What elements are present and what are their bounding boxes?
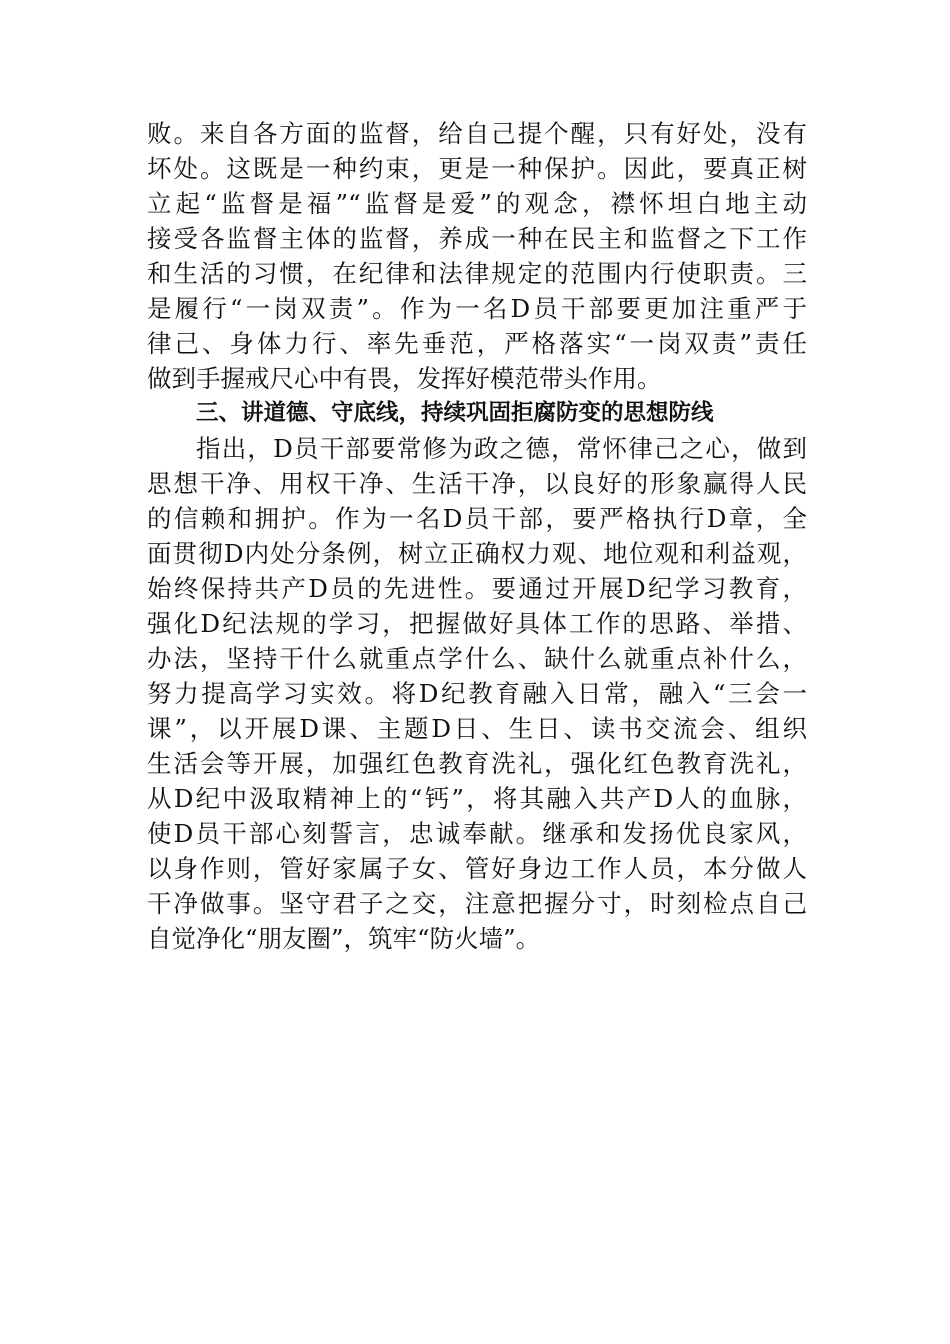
text-line: 律己、身体力行、率先垂范，严格落实“一岗双责”责任 xyxy=(147,329,807,358)
text-line: 从D纪中汲取精神上的“钙”，将其融入共产D人的血脉， xyxy=(147,784,807,813)
text-line: 以身作则，管好家属子女、管好身边工作人员，本分做人 xyxy=(147,854,807,883)
text-line: 立起“监督是福”“监督是爱”的观念，襟怀坦白地主动 xyxy=(147,189,807,218)
text-line: 思想干净、用权干净、生活干净，以良好的形象赢得人民 xyxy=(147,469,807,498)
text-line: 使D员干部心刻誓言，忠诚奉献。继承和发扬优良家风， xyxy=(147,819,807,848)
text-line: 办法，坚持干什么就重点学什么、缺什么就重点补什么， xyxy=(147,644,807,673)
text-line: 面贯彻D内处分条例，树立正确权力观、地位观和利益观， xyxy=(147,539,807,568)
text-line: 干净做事。坚守君子之交，注意把握分寸，时刻检点自己 xyxy=(147,889,807,918)
text-line: 生活会等开展，加强红色教育洗礼，强化红色教育洗礼， xyxy=(147,749,807,778)
text-line: 的信赖和拥护。作为一名D员干部，要严格执行D章，全 xyxy=(147,504,807,533)
document-body xyxy=(147,116,807,956)
text-line: 接受各监督主体的监督，养成一种在民主和监督之下工作 xyxy=(147,224,807,253)
text-line: 败。来自各方面的监督，给自己提个醒，只有好处，没有 xyxy=(147,119,807,148)
section-heading: 三、讲道德、守底线，持续巩固拒腐防变的思想防线 xyxy=(196,400,714,426)
text-line: 是履行“一岗双责”。作为一名D员干部要更加注重严于 xyxy=(147,294,807,323)
text-line: 始终保持共产D员的先进性。要通过开展D纪学习教育， xyxy=(147,574,807,603)
text-line: 课”，以开展D课、主题D日、生日、读书交流会、组织 xyxy=(147,714,807,743)
text-line: 指出，D员干部要常修为政之德，常怀律己之心，做到 xyxy=(196,434,807,463)
paragraph-section-three xyxy=(147,431,807,956)
text-line: 强化D纪法规的学习，把握做好具体工作的思路、举措、 xyxy=(147,609,807,638)
text-line: 努力提高学习实效。将D纪教育融入日常，融入“三会一 xyxy=(147,679,807,708)
text-line: 自觉净化“朋友圈”，筑牢“防火墙”。 xyxy=(147,924,541,953)
text-line: 坏处。这既是一种约束，更是一种保护。因此，要真正树 xyxy=(147,154,807,183)
text-line: 和生活的习惯，在纪律和法律规定的范围内行使职责。三 xyxy=(147,259,807,288)
paragraph-continued xyxy=(147,116,807,396)
text-line: 做到手握戒尺心中有畏，发挥好模范带头作用。 xyxy=(147,364,662,393)
